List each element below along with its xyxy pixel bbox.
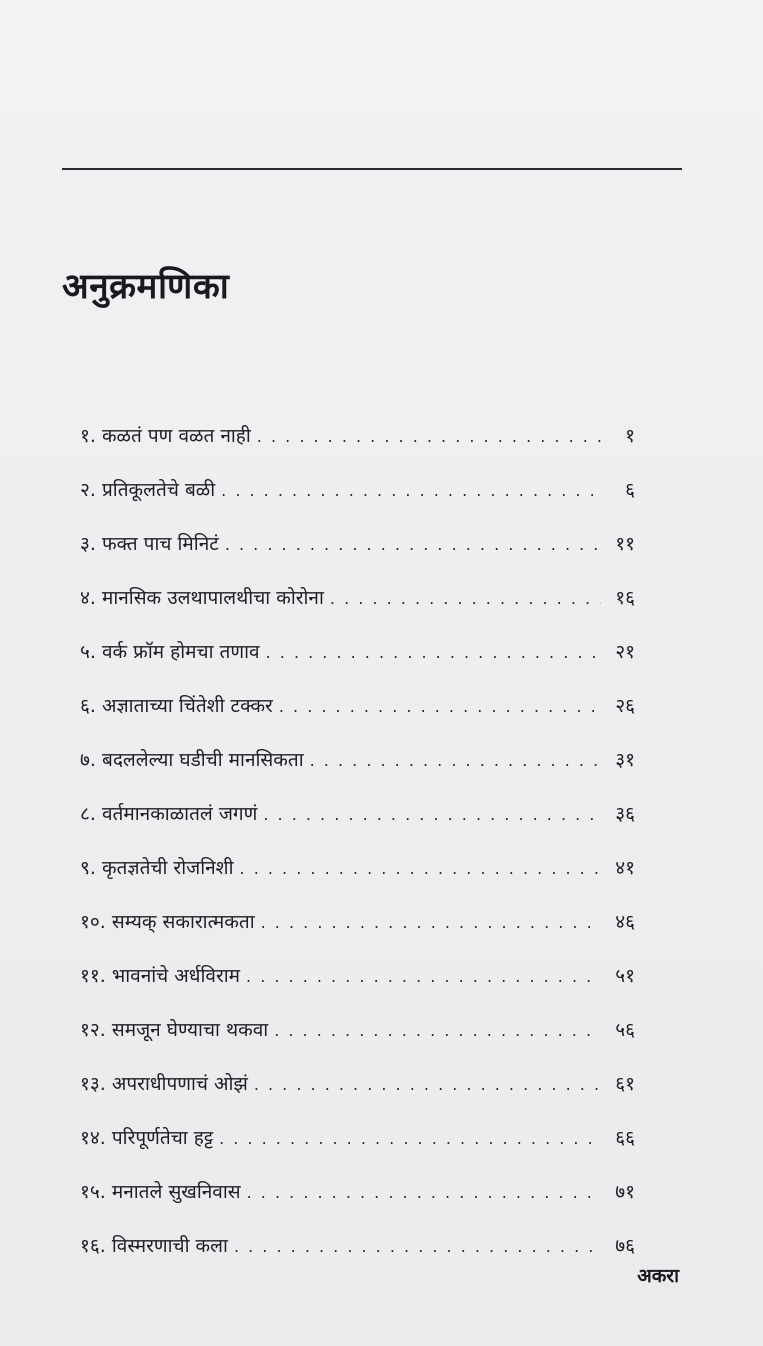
toc-dot-leader: [274, 1021, 601, 1040]
toc-entry-title: वर्क फ्रॉम होमचा तणाव: [101, 641, 260, 663]
toc-entry: [80, 746, 635, 800]
toc-dot-leader: [257, 427, 601, 446]
toc-entry-title: प्रतिकूलतेचे बळी: [101, 479, 216, 501]
toc-entry-page: १६: [615, 587, 635, 609]
toc-entry-title: मानसिक उलथापालथीचा कोरोना: [101, 587, 324, 609]
toc-entry-title: वर्तमानकाळातलं जगणं: [101, 803, 258, 825]
toc-entry-number: ११.: [80, 965, 106, 987]
toc-dot-leader: [240, 859, 601, 878]
toc-entry-number: ८.: [80, 803, 96, 825]
toc-entry: [80, 692, 635, 746]
toc-entry-page: ६६: [615, 1127, 635, 1149]
toc-entry-page: ११: [615, 533, 635, 555]
toc-entry-number: ५.: [80, 641, 96, 663]
toc-entry-number: १५.: [80, 1181, 106, 1203]
toc-entry-title: सम्यक् सकारात्मकता: [111, 911, 255, 933]
toc-entry-page: ५१: [615, 965, 635, 987]
toc-entry-number: ९.: [80, 857, 96, 879]
page-number-footer: अकरा: [637, 1265, 679, 1287]
toc-entry-number: १.: [80, 425, 96, 447]
toc-entry-number: ३.: [80, 533, 96, 555]
toc-dot-leader: [279, 697, 601, 716]
toc-entry-title: अज्ञाताच्या चिंतेशी टक्कर: [101, 695, 273, 717]
toc-dot-leader: [247, 1183, 601, 1202]
toc-entry: [80, 638, 635, 692]
toc-entry-number: २.: [80, 479, 96, 501]
toc-dot-leader: [225, 535, 601, 554]
toc-entry-title: भावनांचे अर्धविराम: [111, 965, 241, 987]
toc-entry: [80, 854, 635, 908]
toc-entry: [80, 476, 635, 530]
toc-entry-number: १३.: [80, 1073, 106, 1095]
toc-entry: [80, 908, 635, 962]
toc-entry: [80, 422, 635, 476]
toc-entry: [80, 1178, 635, 1232]
toc-entry: [80, 1232, 635, 1286]
toc-dot-leader: [330, 589, 601, 608]
toc-entry-title: समजून घेण्याचा थकवा: [111, 1019, 269, 1041]
toc-dot-leader: [246, 967, 601, 986]
toc-entry-number: ४.: [80, 587, 96, 609]
toc-entry-title: बदललेल्या घडीची मानसिकता: [101, 749, 304, 771]
toc-dot-leader: [263, 805, 601, 824]
toc-entry-number: १०.: [80, 911, 106, 933]
table-of-contents: [80, 422, 635, 1286]
toc-entry-page: १: [625, 425, 635, 447]
toc-dot-leader: [266, 643, 601, 662]
toc-entry-page: ३१: [615, 749, 635, 771]
toc-dot-leader: [254, 1075, 601, 1094]
toc-entry-title: कळतं पण वळत नाही: [101, 425, 251, 447]
toc-entry-page: ४६: [615, 911, 635, 933]
toc-entry-number: १४.: [80, 1127, 106, 1149]
toc-entry-number: ७.: [80, 749, 96, 771]
toc-dot-leader: [261, 913, 601, 932]
toc-entry-page: ३६: [615, 803, 635, 825]
toc-entry: [80, 1070, 635, 1124]
toc-entry-page: ६१: [615, 1073, 635, 1095]
toc-entry-page: ५६: [615, 1019, 635, 1041]
top-rule: [62, 168, 682, 170]
toc-entry-page: ६: [625, 479, 635, 501]
toc-entry-title: फक्त पाच मिनिटं: [101, 533, 219, 555]
toc-entry-number: ६.: [80, 695, 96, 717]
toc-entry-title: अपराधीपणाचं ओझं: [111, 1073, 248, 1095]
toc-entry-number: १६.: [80, 1235, 106, 1257]
toc-entry-title: परिपूर्णतेचा हट्ट: [111, 1127, 214, 1149]
toc-entry-page: ७१: [615, 1181, 635, 1203]
toc-dot-leader: [310, 751, 601, 770]
toc-entry-page: ७६: [615, 1235, 635, 1257]
toc-entry-page: २६: [615, 695, 635, 717]
toc-entry-number: १२.: [80, 1019, 106, 1041]
toc-entry-title: मनातले सुखनिवास: [111, 1181, 241, 1203]
toc-entry: [80, 530, 635, 584]
toc-entry-title: कृतज्ञतेची रोजनिशी: [101, 857, 234, 879]
toc-dot-leader: [219, 1129, 601, 1148]
toc-entry: [80, 962, 635, 1016]
toc-dot-leader: [221, 481, 601, 500]
toc-entry: [80, 1124, 635, 1178]
page-title: अनुक्रमणिका: [62, 267, 230, 307]
toc-entry-title: विस्मरणाची कला: [111, 1235, 228, 1257]
toc-entry: [80, 1016, 635, 1070]
toc-entry: [80, 800, 635, 854]
toc-dot-leader: [234, 1237, 601, 1256]
toc-entry-page: २१: [615, 641, 635, 663]
toc-entry-page: ४१: [615, 857, 635, 879]
toc-entry: [80, 584, 635, 638]
